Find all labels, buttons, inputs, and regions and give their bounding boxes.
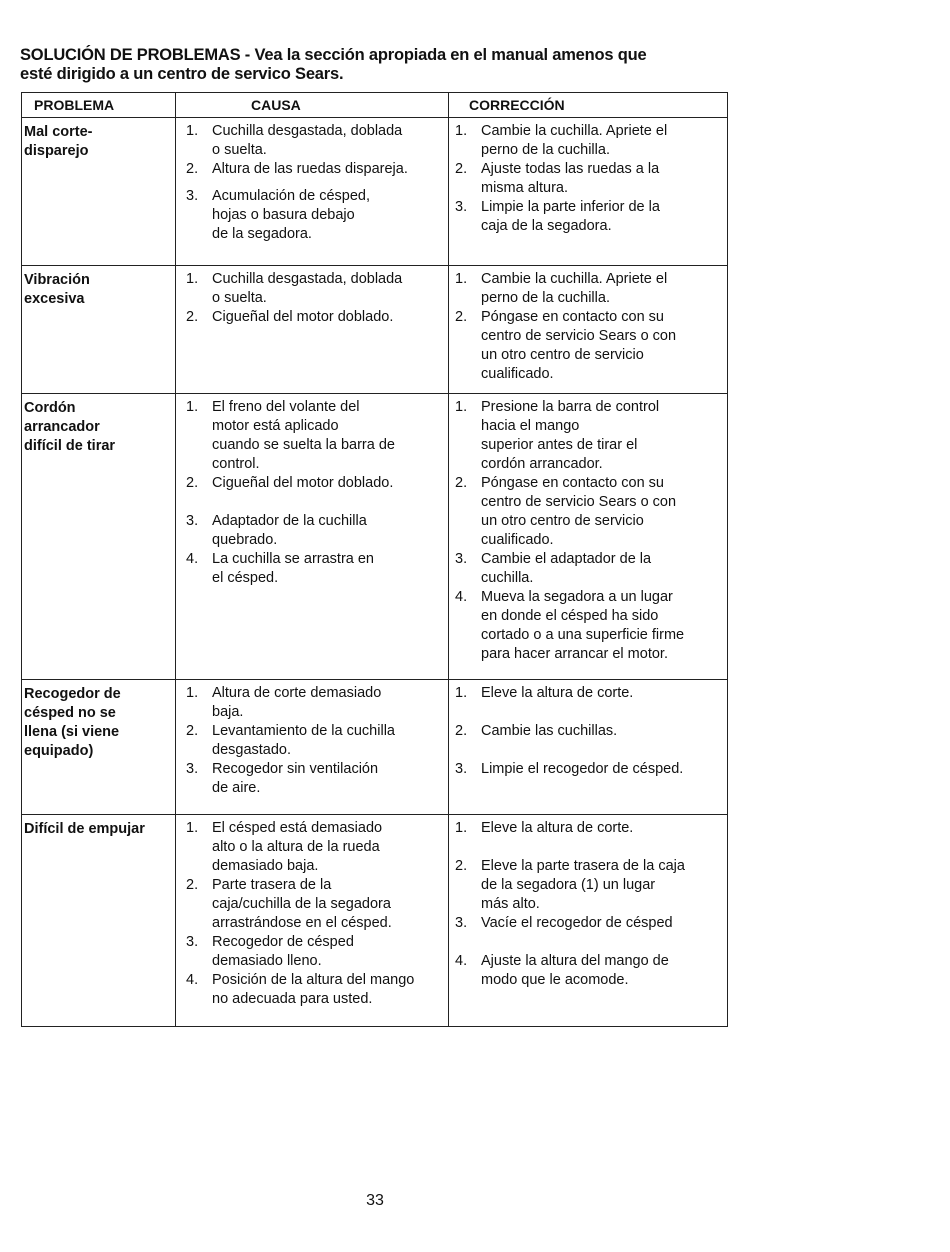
item-text: Cuchilla desgastada, doblada bbox=[212, 271, 403, 287]
item-number: 4. bbox=[186, 551, 199, 567]
list-item bbox=[455, 914, 727, 933]
problem-text: Recogedor de bbox=[24, 686, 121, 702]
cause-cell bbox=[176, 815, 449, 1027]
item-text: Cambie la cuchilla. Apriete el bbox=[481, 123, 668, 139]
list-item bbox=[186, 684, 448, 722]
item-number: 2. bbox=[186, 309, 199, 325]
item-text: no adecuada para usted. bbox=[212, 991, 373, 1007]
item-text: caja/cuchilla de la segadora bbox=[212, 896, 391, 912]
correction-list bbox=[455, 122, 727, 236]
table-row bbox=[22, 118, 728, 266]
header-problem: PROBLEMA bbox=[22, 93, 176, 118]
item-number: 3. bbox=[455, 915, 468, 931]
list-item bbox=[455, 398, 727, 474]
list-item bbox=[455, 550, 727, 588]
correction-cell bbox=[449, 394, 728, 680]
correction-cell bbox=[449, 680, 728, 815]
correction-list bbox=[455, 819, 727, 990]
item-text: Limpie el recogedor de césped. bbox=[481, 761, 684, 777]
item-text: cordón arrancador. bbox=[481, 456, 603, 472]
item-number: 2. bbox=[455, 161, 468, 177]
item-text: desgastado. bbox=[212, 742, 292, 758]
list-item bbox=[455, 760, 727, 779]
list-item bbox=[455, 684, 727, 703]
list-item bbox=[455, 819, 727, 838]
list-item bbox=[455, 952, 727, 990]
item-text: quebrado. bbox=[212, 532, 278, 548]
problem-text: Mal corte- bbox=[24, 124, 93, 140]
item-number: 1. bbox=[186, 685, 199, 701]
item-text: Vacíe el recogedor de césped bbox=[481, 915, 673, 931]
item-text: Eleve la altura de corte. bbox=[481, 820, 634, 836]
item-text: hacia el mango bbox=[481, 418, 580, 434]
item-number: 2. bbox=[186, 161, 199, 177]
item-text: cortado o a una superficie firme bbox=[481, 627, 685, 643]
list-item bbox=[186, 512, 448, 550]
list-item bbox=[186, 933, 448, 971]
item-text: de aire. bbox=[212, 780, 261, 796]
problem-cell bbox=[22, 266, 176, 394]
item-text: cuchilla. bbox=[481, 570, 534, 586]
table-row bbox=[22, 680, 728, 815]
item-text: Cambie el adaptador de la bbox=[481, 551, 652, 567]
problem-text: arrancador bbox=[24, 419, 100, 435]
item-text: Acumulación de césped, bbox=[212, 188, 370, 204]
item-text: El freno del volante del bbox=[212, 399, 360, 415]
problem-text: Cordón bbox=[24, 400, 76, 416]
item-text: Cigueñal del motor doblado. bbox=[212, 475, 394, 491]
list-item bbox=[186, 876, 448, 933]
problem-cell bbox=[22, 680, 176, 815]
table-header-row bbox=[22, 93, 728, 118]
problem-text: Vibración bbox=[24, 272, 90, 288]
header-correction: CORRECCIÓN bbox=[449, 93, 728, 118]
item-text: el césped. bbox=[212, 570, 279, 586]
problem-text: equipado) bbox=[24, 743, 94, 759]
problem-cell bbox=[22, 394, 176, 680]
cause-list bbox=[186, 819, 448, 1009]
item-text: perno de la cuchilla. bbox=[481, 290, 610, 306]
item-text: más alto. bbox=[481, 896, 540, 912]
troubleshooting-table bbox=[21, 92, 728, 1027]
item-number: 3. bbox=[455, 761, 468, 777]
item-text: Mueva la segadora a un lugar bbox=[481, 589, 673, 605]
item-number: 4. bbox=[186, 972, 199, 988]
correction-list bbox=[455, 270, 727, 384]
item-text: Cambie las cuchillas. bbox=[481, 723, 618, 739]
item-text: Altura de corte demasiado bbox=[212, 685, 382, 701]
item-text: hojas o basura debajo bbox=[212, 207, 355, 223]
correction-cell bbox=[449, 815, 728, 1027]
item-text: superior antes de tirar el bbox=[481, 437, 638, 453]
problem-text: difícil de tirar bbox=[24, 438, 116, 454]
item-text: arrastrándose en el césped. bbox=[212, 915, 392, 931]
item-text: Parte trasera de la bbox=[212, 877, 332, 893]
item-text: o suelta. bbox=[212, 290, 267, 306]
list-item bbox=[455, 722, 727, 741]
item-number: 3. bbox=[186, 934, 199, 950]
table-row bbox=[22, 394, 728, 680]
item-text: en donde el césped ha sido bbox=[481, 608, 659, 624]
item-number: 3. bbox=[186, 513, 199, 529]
correction-list bbox=[455, 684, 727, 779]
item-text: Eleve la altura de corte. bbox=[481, 685, 634, 701]
correction-cell bbox=[449, 118, 728, 266]
item-text: Eleve la parte trasera de la caja bbox=[481, 858, 685, 874]
header-cause: CAUSA bbox=[176, 93, 449, 118]
list-item bbox=[186, 187, 448, 244]
item-number: 1. bbox=[455, 271, 468, 287]
problem-text: llena (si viene bbox=[24, 724, 120, 740]
problem-text: disparejo bbox=[24, 143, 89, 159]
item-text: Cuchilla desgastada, doblada bbox=[212, 123, 403, 139]
item-text: o suelta. bbox=[212, 142, 267, 158]
item-text: modo que le acomode. bbox=[481, 972, 629, 988]
item-text: Cambie la cuchilla. Apriete el bbox=[481, 271, 668, 287]
item-number: 1. bbox=[186, 820, 199, 836]
item-text: Recogedor sin ventilación bbox=[212, 761, 379, 777]
cause-list bbox=[186, 684, 448, 798]
item-number: 1. bbox=[455, 399, 468, 415]
item-text: misma altura. bbox=[481, 180, 569, 196]
heading-line-2: esté dirigido a un centro de servico Sears. bbox=[20, 65, 344, 83]
item-text: Cigueñal del motor doblado. bbox=[212, 309, 394, 325]
item-number: 2. bbox=[186, 877, 199, 893]
item-text: Póngase en contacto con su bbox=[481, 475, 664, 491]
item-text: Ajuste la altura del mango de bbox=[481, 953, 669, 969]
item-text: cuando se suelta la barra de bbox=[212, 437, 395, 453]
item-number: 1. bbox=[186, 123, 199, 139]
list-item bbox=[455, 270, 727, 308]
item-number: 1. bbox=[455, 820, 468, 836]
list-item bbox=[186, 308, 448, 327]
item-text: motor está aplicado bbox=[212, 418, 339, 434]
item-number: 3. bbox=[455, 551, 468, 567]
item-text: Adaptador de la cuchilla bbox=[212, 513, 367, 529]
cause-cell bbox=[176, 680, 449, 815]
list-item bbox=[186, 160, 448, 179]
list-item bbox=[186, 722, 448, 760]
correction-cell bbox=[449, 266, 728, 394]
item-text: control. bbox=[212, 456, 260, 472]
item-number: 1. bbox=[455, 685, 468, 701]
list-item bbox=[186, 971, 448, 1009]
item-text: un otro centro de servicio bbox=[481, 513, 644, 529]
problem-text: excesiva bbox=[24, 291, 85, 307]
item-number: 2. bbox=[455, 309, 468, 325]
table-row bbox=[22, 815, 728, 1027]
item-number: 4. bbox=[455, 589, 468, 605]
list-item bbox=[186, 122, 448, 160]
item-number: 1. bbox=[186, 271, 199, 287]
item-text: de la segadora. bbox=[212, 226, 312, 242]
list-item bbox=[455, 857, 727, 914]
list-item bbox=[186, 474, 448, 493]
list-item bbox=[186, 398, 448, 474]
cause-list bbox=[186, 270, 448, 327]
item-text: demasiado lleno. bbox=[212, 953, 322, 969]
item-text: La cuchilla se arrastra en bbox=[212, 551, 374, 567]
problem-cell bbox=[22, 118, 176, 266]
list-item bbox=[455, 198, 727, 236]
list-item bbox=[455, 588, 727, 664]
item-text: baja. bbox=[212, 704, 244, 720]
item-number: 2. bbox=[186, 723, 199, 739]
item-text: Recogedor de césped bbox=[212, 934, 354, 950]
heading-line-1: SOLUCIÓN DE PROBLEMAS - Vea la sección apropiada en el manual amenos que bbox=[20, 46, 647, 64]
item-text: cualificado. bbox=[481, 532, 554, 548]
item-text: Limpie la parte inferior de la bbox=[481, 199, 660, 215]
item-text: centro de servicio Sears o con bbox=[481, 494, 677, 510]
item-text: caja de la segadora. bbox=[481, 218, 612, 234]
correction-list bbox=[455, 398, 727, 664]
item-text: Ajuste todas las ruedas a la bbox=[481, 161, 660, 177]
list-item bbox=[186, 270, 448, 308]
item-text: demasiado baja. bbox=[212, 858, 319, 874]
item-number: 3. bbox=[455, 199, 468, 215]
list-item bbox=[186, 550, 448, 588]
list-item bbox=[186, 760, 448, 798]
item-text: de la segadora (1) un lugar bbox=[481, 877, 656, 893]
table-row bbox=[22, 266, 728, 394]
item-text: Posición de la altura del mango bbox=[212, 972, 415, 988]
item-text: alto o la altura de la rueda bbox=[212, 839, 380, 855]
item-text: Presione la barra de control bbox=[481, 399, 660, 415]
page-number: 33 bbox=[366, 1192, 384, 1209]
cause-list bbox=[186, 398, 448, 588]
item-text: centro de servicio Sears o con bbox=[481, 328, 677, 344]
cause-list bbox=[186, 122, 448, 244]
item-text: El césped está demasiado bbox=[212, 820, 383, 836]
item-number: 3. bbox=[186, 761, 199, 777]
item-text: perno de la cuchilla. bbox=[481, 142, 610, 158]
list-item bbox=[455, 122, 727, 160]
list-item bbox=[186, 819, 448, 876]
item-text: un otro centro de servicio bbox=[481, 347, 644, 363]
list-item bbox=[455, 308, 727, 384]
list-item bbox=[455, 474, 727, 550]
item-text: para hacer arrancar el motor. bbox=[481, 646, 668, 662]
item-text: cualificado. bbox=[481, 366, 554, 382]
item-number: 2. bbox=[455, 858, 468, 874]
cause-cell bbox=[176, 118, 449, 266]
item-number: 1. bbox=[186, 399, 199, 415]
problem-text: césped no se bbox=[24, 705, 116, 721]
list-item bbox=[455, 160, 727, 198]
page-heading bbox=[20, 46, 740, 84]
problem-cell bbox=[22, 815, 176, 1027]
item-text: Altura de las ruedas dispareja. bbox=[212, 161, 408, 177]
item-number: 4. bbox=[455, 953, 468, 969]
item-text: Levantamiento de la cuchilla bbox=[212, 723, 395, 739]
problem-text: Difícil de empujar bbox=[24, 821, 145, 837]
item-number: 2. bbox=[186, 475, 199, 491]
item-number: 2. bbox=[455, 475, 468, 491]
cause-cell bbox=[176, 266, 449, 394]
cause-cell bbox=[176, 394, 449, 680]
item-number: 2. bbox=[455, 723, 468, 739]
table-body bbox=[22, 118, 728, 1027]
item-text: Póngase en contacto con su bbox=[481, 309, 664, 325]
item-number: 3. bbox=[186, 188, 199, 204]
item-number: 1. bbox=[455, 123, 468, 139]
